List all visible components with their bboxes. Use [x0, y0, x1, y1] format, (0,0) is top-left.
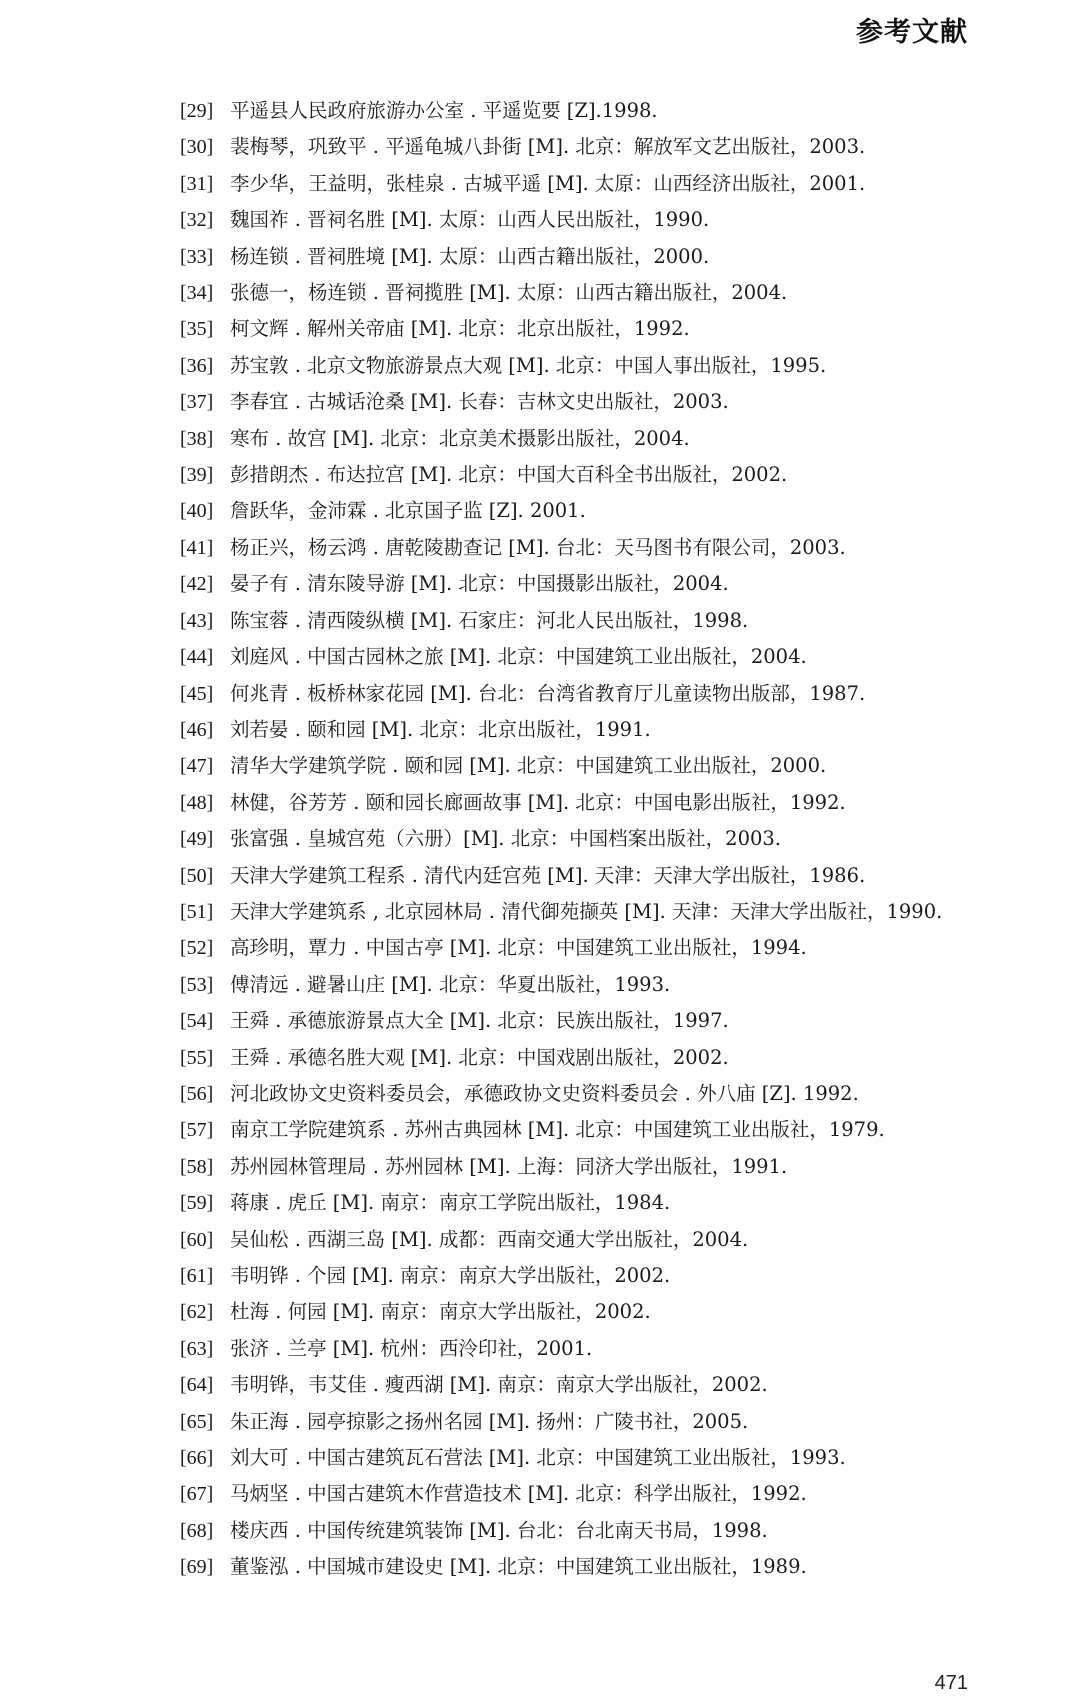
reference-number: [62]: [180, 1301, 214, 1324]
reference-number: [31]: [180, 172, 214, 195]
reference-entry: [180, 239, 970, 275]
reference-text: 裴梅琴，巩致平 . 平遥龟城八卦街 [M]. 北京：解放军文艺出版社，2003.: [230, 135, 866, 159]
reference-number: [68]: [180, 1519, 214, 1542]
reference-entry: [180, 1367, 970, 1403]
reference-entry: [180, 967, 970, 1003]
reference-number: [66]: [180, 1447, 214, 1470]
reference-number: [49]: [180, 828, 214, 851]
reference-entry: [180, 129, 970, 165]
reference-text: 王舜 . 承德旅游景点大全 [M]. 北京：民族出版社，1997.: [230, 1009, 729, 1033]
reference-number: [59]: [180, 1192, 214, 1215]
reference-entry: [180, 603, 970, 639]
reference-text: 苏宝敦 . 北京文物旅游景点大观 [M]. 北京：中国人事出版社，1995.: [230, 353, 827, 377]
reference-text: 刘若晏 . 颐和园 [M]. 北京：北京出版社，1991.: [230, 717, 651, 741]
reference-entry: [180, 1294, 970, 1330]
reference-text: 董鉴泓 . 中国城市建设史 [M]. 北京：中国建筑工业出版社，1989.: [230, 1555, 807, 1579]
reference-number: [54]: [180, 1010, 214, 1033]
reference-text: 清华大学建筑学院 . 颐和园 [M]. 北京：中国建筑工业出版社，2000.: [230, 754, 827, 778]
reference-entry: [180, 1222, 970, 1258]
reference-text: 南京工学院建筑系 . 苏州古典园林 [M]. 北京：中国建筑工业出版社，1979.: [230, 1118, 885, 1142]
reference-number: [42]: [180, 573, 214, 596]
reference-entry: [180, 311, 970, 347]
page-number: 471: [934, 1672, 968, 1694]
reference-text: 刘大可 . 中国古建筑瓦石营法 [M]. 北京：中国建筑工业出版社，1993.: [230, 1446, 846, 1470]
reference-text: 吴仙松 . 西湖三岛 [M]. 成都：西南交通大学出版社，2004.: [230, 1227, 749, 1251]
reference-number: [30]: [180, 136, 214, 159]
reference-text: 何兆青 . 板桥林家花园 [M]. 台北：台湾省教育厅儿童读物出版部，1987.: [230, 681, 866, 705]
reference-entry: [180, 457, 970, 493]
reference-entry: [180, 202, 970, 238]
reference-entry: [180, 639, 970, 675]
reference-number: [61]: [180, 1265, 214, 1287]
page-header-title: 参考文献: [856, 17, 968, 48]
reference-text: 河北政协文史资料委员会，承德政协文史资料委员会 . 外八庙 [Z]. 1992.: [230, 1081, 859, 1105]
reference-entry: [180, 1549, 970, 1585]
reference-text: 傅清远 . 避暑山庄 [M]. 北京：华夏出版社，1993.: [230, 972, 671, 996]
reference-text: 楼庆西 . 中国传统建筑装饰 [M]. 台北：台北南天书局，1998.: [230, 1518, 768, 1542]
reference-number: [58]: [180, 1155, 214, 1178]
reference-text: 詹跃华，金沛霖 . 北京国子监 [Z]. 2001.: [230, 499, 586, 523]
reference-entry: [180, 275, 970, 311]
reference-number: [48]: [180, 791, 214, 814]
reference-number: [39]: [180, 464, 214, 487]
reference-text: 平遥县人民政府旅游办公室 . 平遥览要 [Z].1998.: [230, 99, 658, 122]
reference-text: 高珍明，覃力 . 中国古亭 [M]. 北京：中国建筑工业出版社，1994.: [230, 936, 807, 960]
reference-number: [51]: [180, 900, 214, 923]
reference-text: 杜海 . 何园 [M]. 南京：南京大学出版社，2002.: [230, 1300, 651, 1324]
reference-number: [55]: [180, 1046, 214, 1069]
reference-entry: [180, 858, 970, 894]
reference-entry: [180, 1149, 970, 1185]
reference-entry: [180, 1404, 970, 1440]
reference-entry: [180, 821, 970, 857]
reference-text: 李少华，王益明，张桂泉 . 古城平遥 [M]. 太原：山西经济出版社，2001.: [230, 171, 866, 195]
reference-entry: [180, 1476, 970, 1512]
reference-text: 韦明铧，韦艾佳 . 瘦西湖 [M]. 南京：南京大学出版社，2002.: [230, 1373, 768, 1397]
reference-number: [43]: [180, 609, 214, 632]
reference-number: [56]: [180, 1082, 214, 1105]
reference-text: 韦明铧 . 个园 [M]. 南京：南京大学出版社，2002.: [230, 1264, 671, 1287]
reference-entry: [180, 166, 970, 202]
reference-entry: [180, 748, 970, 784]
reference-entry: [180, 1258, 970, 1294]
reference-text: 魏国祚 . 晋祠名胜 [M]. 太原：山西人民出版社，1990.: [230, 208, 710, 232]
reference-number: [29]: [180, 100, 214, 122]
reference-entry: [180, 384, 970, 420]
reference-number: [41]: [180, 536, 214, 559]
reference-number: [57]: [180, 1119, 214, 1142]
reference-entry: [180, 348, 970, 384]
reference-number: [60]: [180, 1228, 214, 1251]
reference-text: 柯文辉 . 解州关帝庙 [M]. 北京：北京出版社，1992.: [230, 317, 690, 341]
reference-entry: [180, 1513, 970, 1549]
reference-entry: [180, 785, 970, 821]
reference-text: 杨正兴，杨云鸿 . 唐乾陵勘查记 [M]. 台北：天马图书有限公司，2003.: [230, 535, 846, 559]
reference-text: 林健，谷芳芳 . 颐和园长廊画故事 [M]. 北京：中国电影出版社，1992.: [230, 790, 846, 814]
reference-entry: [180, 1040, 970, 1076]
reference-number: [69]: [180, 1556, 214, 1579]
reference-number: [35]: [180, 318, 214, 341]
reference-text: 蒋康 . 虎丘 [M]. 南京：南京工学院出版社，1984.: [230, 1191, 671, 1215]
reference-number: [37]: [180, 391, 214, 414]
reference-entry: [180, 1112, 970, 1148]
reference-entry: [180, 894, 970, 930]
reference-entry: [180, 712, 970, 748]
reference-text: 王舜 . 承德名胜大观 [M]. 北京：中国戏剧出版社，2002.: [230, 1045, 729, 1069]
reference-text: 晏子有 . 清东陵导游 [M]. 北京：中国摄影出版社，2004.: [230, 572, 729, 596]
reference-entry: [180, 1003, 970, 1039]
reference-entry: [180, 421, 970, 457]
reference-text: 张富强 . 皇城宫苑（六册）[M]. 北京：中国档案出版社，2003.: [230, 827, 781, 851]
reference-number: [63]: [180, 1337, 214, 1360]
reference-text: 彭措朗杰 . 布达拉宫 [M]. 北京：中国大百科全书出版社，2002.: [230, 463, 788, 487]
reference-entry: [180, 566, 970, 602]
reference-number: [65]: [180, 1410, 214, 1433]
reference-text: 苏州园林管理局 . 苏州园林 [M]. 上海：同济大学出版社，1991.: [230, 1154, 788, 1178]
reference-number: [50]: [180, 864, 214, 887]
reference-number: [44]: [180, 646, 214, 669]
reference-entry: [180, 1440, 970, 1476]
reference-number: [40]: [180, 500, 214, 523]
reference-number: [53]: [180, 973, 214, 996]
reference-text: 张济 . 兰亭 [M]. 杭州：西泠印社，2001.: [230, 1336, 593, 1360]
reference-text: 朱正海 . 园亭掠影之扬州名园 [M]. 扬州：广陵书社，2005.: [230, 1409, 749, 1433]
reference-text: 李春宜 . 古城话沧桑 [M]. 长春：吉林文史出版社，2003.: [230, 390, 729, 414]
reference-number: [46]: [180, 718, 214, 741]
reference-number: [47]: [180, 755, 214, 778]
reference-number: [34]: [180, 282, 214, 305]
reference-text: 寒布 . 故宫 [M]. 北京：北京美术摄影出版社，2004.: [230, 426, 690, 450]
reference-text: 天津大学建筑工程系 . 清代内廷宫苑 [M]. 天津：天津大学出版社，1986.: [230, 863, 866, 887]
reference-entry: [180, 1076, 970, 1112]
reference-entry: [180, 1331, 970, 1367]
reference-number: [52]: [180, 937, 214, 960]
reference-text: 马炳坚 . 中国古建筑木作营造技术 [M]. 北京：科学出版社，1992.: [230, 1482, 807, 1506]
reference-text: 张德一，杨连锁 . 晋祠揽胜 [M]. 太原：山西古籍出版社，2004.: [230, 281, 788, 305]
reference-entry: [180, 493, 970, 529]
reference-number: [45]: [180, 682, 214, 705]
reference-text: 刘庭风 . 中国古园林之旅 [M]. 北京：中国建筑工业出版社，2004.: [230, 645, 807, 669]
reference-text: 陈宝蓉 . 清西陵纵横 [M]. 石家庄：河北人民出版社，1998.: [230, 608, 749, 632]
reference-number: [38]: [180, 427, 214, 450]
reference-entry: [180, 530, 970, 566]
reference-entry: [180, 1185, 970, 1221]
reference-entry: [180, 93, 970, 129]
reference-number: [33]: [180, 245, 214, 268]
reference-entry: [180, 676, 970, 712]
reference-list: [180, 93, 970, 1586]
reference-text: 天津大学建筑系 , 北京园林局 . 清代御苑撷英 [M]. 天津：天津大学出版社，1990.: [230, 899, 943, 923]
reference-number: [32]: [180, 209, 214, 232]
reference-text: 杨连锁 . 晋祠胜境 [M]. 太原：山西古籍出版社，2000.: [230, 244, 710, 268]
reference-number: [64]: [180, 1374, 214, 1397]
reference-number: [36]: [180, 354, 214, 377]
reference-number: [67]: [180, 1483, 214, 1506]
reference-entry: [180, 930, 970, 966]
